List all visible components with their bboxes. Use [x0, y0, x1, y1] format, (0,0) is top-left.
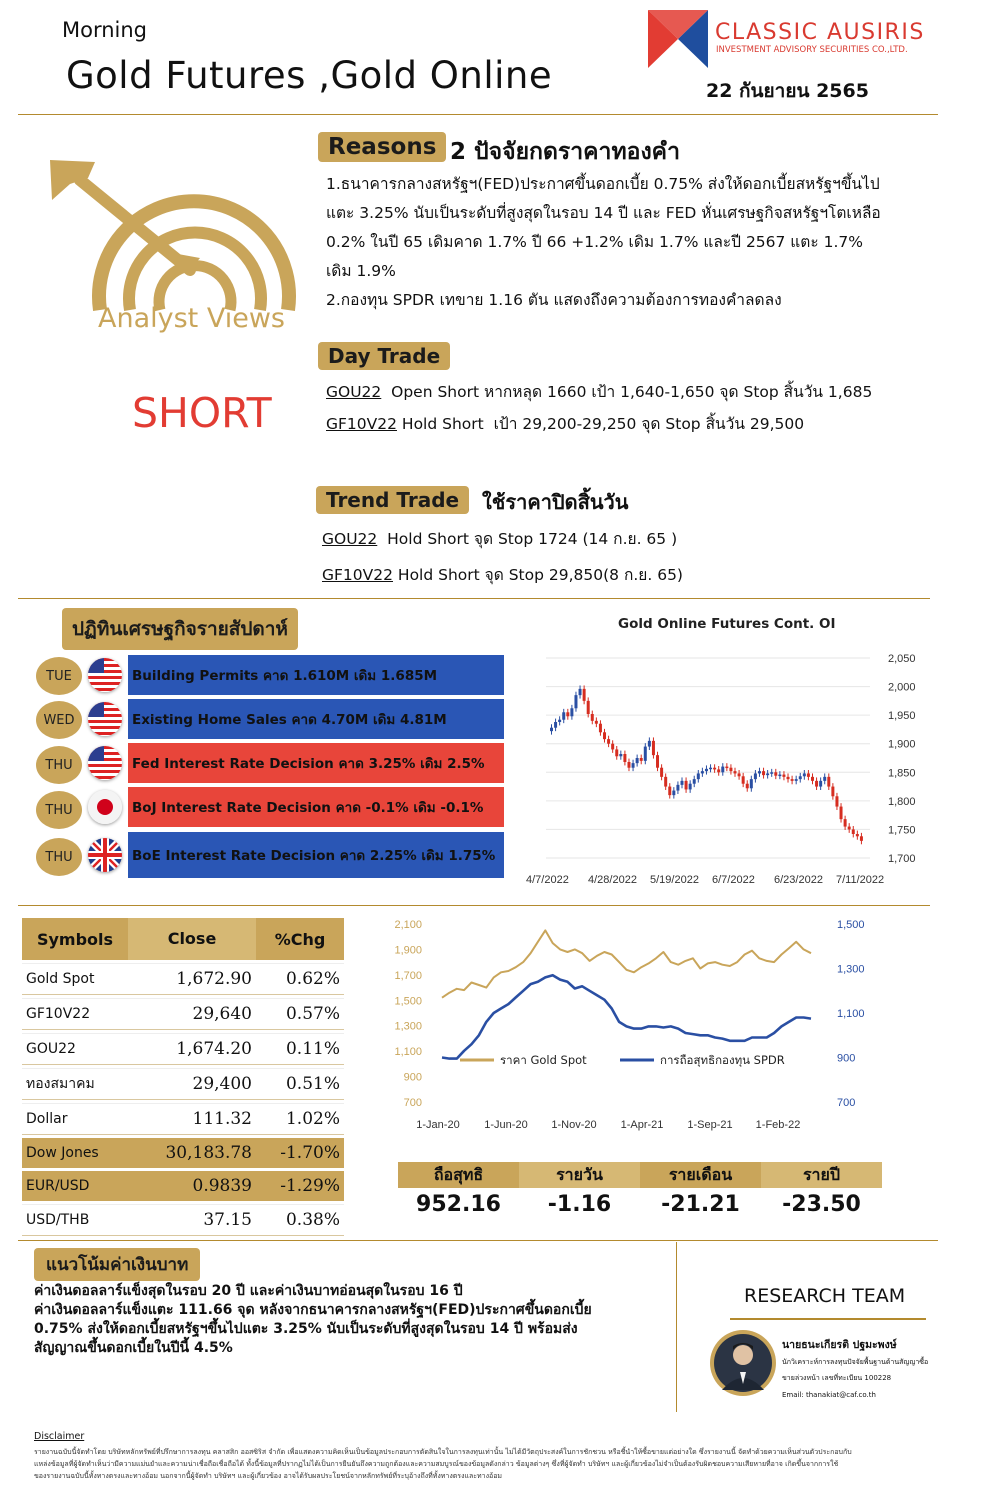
x-tick-label: 1-Jun-20 [484, 1119, 528, 1131]
disclaimer-title: Disclaimer [34, 1431, 85, 1442]
candle-body [693, 779, 696, 784]
close-value: 37.15 [203, 1210, 252, 1230]
candle-body [713, 768, 716, 770]
candle-body [754, 773, 757, 779]
candle-body [774, 772, 777, 775]
y-tick-label: 1,700 [888, 853, 916, 865]
disclaimer-line: ของรายงานฉบับนี้ทั้งทางตรงและทางอ้อม นอกจากนี้ผู้จัดทำ บริษัทฯ และผู้เกี่ยวข้อง อาจได้รับผลประโยชน์จากหลักทรัพย์ที่ระบุอ้างถึงที่ทั้งทางตรงและทางอ้อม [34, 1472, 503, 1480]
header-close: Close [128, 918, 256, 960]
candle-body [689, 784, 692, 790]
trend-trade-item [322, 525, 677, 554]
candle-body [770, 772, 773, 774]
disclaimer-line: รายงานฉบับนี้จัดทำโดย บริษัทหลักทรัพย์ที่ปรึกษาการลงทุน คลาสสิก ออสซิริส จำกัด เพื่อแสดงความคิดเห็นเป็นข้อมูลประกอบการตัดสินใจในการลงทุนเท่านั้น ไม่ได้มีวัตถุประสงค์ในการชักชวน หรือชี้นำให้ซื้อขายแต่อย่างใด ซึ่งรายงานนี้ จัดทำด้วยความเห็นส่วนตัวประกอบกับ [34, 1448, 852, 1456]
header-symbols: Symbols [36, 929, 114, 949]
symbol-name: ทองสมาคม [26, 1076, 95, 1092]
analyst-license: ขายล่วงหน้า เลขที่ทะเบียน 100228 [782, 1374, 892, 1382]
candle-body [815, 781, 818, 787]
spdr-value: -23.50 [782, 1192, 861, 1217]
candle-body [852, 829, 855, 834]
candle-body [758, 771, 761, 773]
candle-body [685, 781, 688, 790]
candle-body [823, 777, 826, 781]
spdr-header-row [398, 1162, 882, 1188]
x-tick-label: 1-Jan-20 [416, 1119, 460, 1131]
symbols-header [22, 918, 344, 960]
us-flag-icon [88, 746, 122, 780]
candle-body [676, 785, 679, 791]
research-underline [730, 1318, 926, 1320]
candle-body [844, 819, 847, 826]
analyst-views-label: Analyst Views [98, 303, 285, 334]
candle-body [803, 773, 806, 776]
reasons-title: 2 ปัจจัยกดราคาทองคำ [450, 139, 680, 165]
candle-body [623, 754, 626, 762]
gold-spdr-line-chart [380, 912, 880, 1137]
candle-body [652, 741, 655, 755]
y-tick-label: 1,900 [888, 738, 916, 751]
x-tick-label: 7/11/2022 [836, 874, 885, 886]
day-badge: THU [36, 791, 82, 829]
event-bar: BoJ Interest Rate Decision คาด -0.1% เดิม -0.1% [128, 787, 504, 827]
candle-body [579, 689, 582, 695]
y-left-tick: 900 [403, 1071, 422, 1084]
candle-body [729, 768, 732, 771]
candle-body [787, 777, 790, 779]
jp-flag-icon [88, 790, 122, 824]
trade-text: Hold Short จุด Stop 1724 (14 ก.ย. 65 ) [377, 530, 678, 548]
candle-body [750, 779, 753, 788]
day-trade-item [326, 378, 872, 407]
gold-spot-line [442, 930, 811, 997]
analyst-name: นายธนะเกียรติ ปฐมะพงษ์ [782, 1339, 897, 1351]
close-value: 111.32 [192, 1109, 252, 1129]
symbol-name: GOU22 [26, 1041, 76, 1057]
x-tick-label: 1-Apr-21 [620, 1119, 664, 1131]
candle-body [840, 807, 843, 820]
symbol-row [22, 1068, 344, 1100]
candle-body [766, 773, 769, 775]
symbol-name: Gold Spot [26, 971, 95, 987]
event-bar: Fed Interest Rate Decision คาด 3.25% เดิม 2.5% [128, 743, 504, 783]
y-right-tick: 700 [837, 1097, 856, 1109]
y-right-tick: 1,100 [837, 1008, 865, 1020]
candle-body [615, 749, 618, 756]
morning-label: Morning [62, 18, 148, 42]
candle-body [668, 787, 671, 796]
candle-body [660, 768, 663, 777]
candle-body [611, 744, 614, 750]
symbol-row [22, 998, 344, 1030]
candle-body [721, 767, 724, 773]
symbol-row [22, 1103, 344, 1135]
disclaimer-body [34, 1446, 974, 1482]
candle-body [734, 771, 737, 773]
day-trade-item [326, 410, 804, 439]
candle-body [680, 781, 683, 785]
chg-value: 0.11% [285, 1039, 340, 1059]
analyst-role: นักวิเคราะห์การลงทุนปัจจัยพื้นฐานด้านสัญญาซื้อ [782, 1358, 929, 1366]
y-tick-label: 1,750 [888, 824, 916, 837]
brand-subtitle: INVESTMENT ADVISORY SECURITIES CO.,LTD. [716, 45, 908, 55]
legend-label: การถือสุทธิกองทุน SPDR [660, 1053, 785, 1067]
spdr-holdings-line [442, 975, 811, 1058]
x-tick-label: 4/7/2022 [526, 874, 569, 886]
symbol-row [22, 963, 344, 995]
y-left-tick: 2,100 [394, 919, 422, 931]
chart-title: Gold Online Futures Cont. OI [618, 616, 836, 632]
spdr-value: 952.16 [416, 1192, 501, 1217]
candle-body [640, 758, 643, 761]
candle-body [656, 755, 659, 768]
close-value: 1,674.20 [176, 1039, 252, 1059]
candle-body [717, 769, 720, 772]
x-tick-label: 1-Feb-22 [755, 1119, 801, 1131]
candle-body [595, 721, 598, 724]
symbol-name: EUR/USD [26, 1178, 90, 1194]
candle-body [701, 771, 704, 773]
symbol-link[interactable]: GOU22 [326, 383, 382, 401]
symbol-row [22, 1033, 344, 1065]
candle-body [648, 741, 651, 747]
y-left-tick: 1,700 [394, 969, 422, 982]
us-flag-icon [88, 658, 122, 692]
baht-line: สัญญาณขึ้นดอกเบี้ยในปีนี้ 4.5% [34, 1340, 233, 1356]
symbol-name: Dow Jones [26, 1145, 99, 1161]
candle-body [831, 787, 834, 797]
symbol-link[interactable]: GF10V22 [322, 566, 393, 584]
baht-line: 0.75% ส่งให้ดอกเบี้ยสหรัฐฯขึ้นไปแตะ 3.25% นับเป็นระดับที่สูงสุดในรอบ 14 ปี พร้อมส่ง [34, 1321, 578, 1337]
calendar-title: ปฏิทินเศรษฐกิจรายสัปดาห์ [62, 608, 298, 650]
spdr-header: รายปี [761, 1162, 882, 1188]
candle-body [562, 712, 565, 719]
candle-body [856, 834, 859, 836]
x-tick-label: 1-Sep-21 [687, 1119, 733, 1131]
candle-body [725, 767, 728, 769]
candle-body [709, 768, 712, 770]
symbol-row [22, 1204, 344, 1236]
page-title: Gold Futures ,Gold Online [66, 54, 553, 97]
candle-body [746, 784, 749, 789]
spdr-header: ถือสุทธิ [433, 1165, 484, 1184]
y-tick-label: 2,050 [888, 653, 916, 665]
candle-body [558, 720, 561, 722]
candle-body [762, 771, 765, 775]
symbol-row [22, 1171, 344, 1201]
analyst-email: Email: thanakiat@caf.co.th [782, 1391, 876, 1399]
close-value: 30,183.78 [165, 1143, 252, 1163]
trade-text: Open Short หากหลุด 1660 เป้า 1,640-1,650 จุด Stop สิ้นวัน 1,685 [381, 383, 873, 401]
chg-value: 0.62% [285, 969, 340, 989]
y-left-tick: 1,100 [394, 1046, 422, 1059]
reasons-tag: Reasons [318, 132, 446, 162]
reason-line: 0.2% ในปี 65 เดิมคาด 1.7% ปี 66 +1.2% เดิม 1.7% และปี 2567 แตะ 1.7% [326, 233, 863, 251]
y-tick-label: 1,800 [888, 795, 916, 808]
trend-trade-tag: Trend Trade [316, 486, 469, 514]
candle-body [603, 732, 606, 739]
symbol-name: GF10V22 [26, 1006, 91, 1022]
y-tick-label: 1,950 [888, 710, 916, 723]
y-left-tick: 1,900 [394, 944, 422, 957]
spdr-header: รายเดือน [668, 1165, 733, 1184]
candle-body [550, 728, 553, 731]
candle-body [644, 747, 647, 761]
symbols-rows [22, 963, 344, 1236]
candle-body [819, 781, 822, 787]
y-right-tick: 900 [837, 1052, 856, 1065]
candle-body [607, 739, 610, 744]
y-left-tick: 1,500 [394, 995, 422, 1008]
candle-body [697, 773, 700, 779]
chg-value: 1.02% [285, 1109, 340, 1129]
x-tick-label: 6/23/2022 [774, 874, 823, 886]
y-tick-label: 2,000 [888, 681, 916, 694]
chg-value: 0.38% [285, 1210, 340, 1230]
y-right-tick: 1,300 [837, 963, 865, 976]
day-badge: TUE [36, 657, 82, 695]
section-divider [676, 1242, 677, 1412]
baht-line: ค่าเงินดอลลาร์แข็งสุดในรอบ 20 ปี และค่าเงินบาทอ่อนสุดในรอบ 16 ปี [34, 1283, 463, 1299]
close-value: 1,672.90 [176, 969, 252, 989]
reason-line: เดิม 1.9% [326, 262, 396, 280]
candle-body [848, 827, 851, 830]
oi-candlestick-chart [520, 640, 920, 890]
candle-body [807, 773, 810, 776]
symbol-link[interactable]: GF10V22 [326, 415, 397, 433]
symbol-row [22, 1138, 344, 1168]
y-tick-label: 1,850 [888, 767, 916, 780]
spdr-value: -1.16 [547, 1192, 612, 1217]
candle-body [795, 779, 798, 781]
close-value: 29,640 [192, 1004, 252, 1024]
candle-body [742, 776, 745, 783]
reason-line: 1.ธนาคารกลางสหรัฐฯ(FED)ประกาศขึ้นดอกเบี้ย 0.75% ส่งให้ดอกเบี้ยสหรัฐฯขึ้นไป [326, 175, 880, 193]
candle-body [619, 754, 622, 756]
y-right-tick: 1,500 [837, 919, 865, 931]
day-badge: WED [36, 701, 82, 739]
candle-body [587, 701, 590, 714]
y-left-tick: 1,300 [394, 1020, 422, 1033]
symbol-link[interactable]: GOU22 [322, 530, 378, 548]
chg-value: 0.51% [285, 1074, 340, 1094]
candle-body [636, 758, 639, 763]
reason-line: 2.กองทุน SPDR เทขาย 1.16 ตัน แสดงถึงความต้องการทองคำลดลง [326, 291, 782, 309]
chg-value: -1.29% [280, 1176, 340, 1196]
candle-body [583, 689, 586, 701]
avatar [708, 1328, 778, 1398]
candle-body [574, 695, 577, 708]
candle-body [738, 773, 741, 776]
trend-trade-subtitle: ใช้ราคาปิดสิ้นวัน [482, 490, 629, 514]
candle-body [632, 763, 635, 768]
candle-body [570, 708, 573, 716]
candle-body [778, 775, 781, 777]
us-flag-icon [88, 702, 122, 736]
x-tick-label: 1-Nov-20 [551, 1119, 597, 1131]
candle-body [672, 791, 675, 796]
candle-body [591, 714, 594, 721]
header-chg: %Chg [274, 929, 326, 949]
y-left-tick: 700 [403, 1097, 422, 1109]
reasons-body [326, 170, 966, 315]
research-title: RESEARCH TEAM [744, 1285, 906, 1307]
spdr-header: รายวัน [519, 1162, 640, 1188]
reason-line: แตะ 3.25% นับเป็นระดับที่สูงสุดในรอบ 14 ปี และ FED หั่นเศรษฐกิจสหรัฐฯโตเหลือ [326, 204, 881, 222]
signal-short: SHORT [132, 389, 272, 437]
day-badge: THU [36, 838, 82, 876]
symbol-name: Dollar [26, 1111, 68, 1127]
trend-trade-item [322, 561, 683, 590]
candle-body [860, 836, 863, 841]
spdr-value: -21.21 [661, 1192, 740, 1217]
legend-label: ราคา Gold Spot [500, 1053, 587, 1067]
report-date: 22 กันยายน 2565 [706, 80, 869, 102]
chg-value: -1.70% [280, 1143, 340, 1163]
candle-body [799, 776, 802, 779]
candle-body [835, 796, 838, 806]
uk-flag-icon [88, 838, 122, 872]
candle-body [599, 724, 602, 733]
event-bar: Existing Home Sales คาด 4.70M เดิม 4.81M [128, 699, 504, 739]
day-trade-tag: Day Trade [318, 342, 450, 370]
x-tick-label: 4/28/2022 [588, 874, 637, 886]
x-tick-label: 6/7/2022 [712, 874, 755, 886]
spdr-holdings-table [398, 1162, 882, 1222]
candle-body [782, 775, 785, 777]
candle-body [791, 779, 794, 781]
chg-value: 0.57% [285, 1004, 340, 1024]
candle-body [566, 712, 569, 716]
candle-body [705, 769, 708, 771]
day-badge: THU [36, 746, 82, 784]
candle-body [554, 722, 557, 728]
baht-tag: แนวโน้มค่าเงินบาท [34, 1248, 200, 1281]
baht-body [34, 1282, 674, 1358]
candle-body [827, 777, 830, 787]
event-bar: Building Permits คาด 1.610M เดิม 1.685M [128, 655, 504, 695]
baht-line: ค่าเงินดอลลาร์แข็งแตะ 111.66 จุด หลังจากธนาคารกลางสหรัฐฯ(FED)ประกาศขึ้นดอกเบี้ย [34, 1302, 592, 1318]
spdr-value-row [398, 1188, 882, 1222]
close-value: 29,400 [192, 1074, 252, 1094]
disclaimer-line: แหล่งข้อมูลที่ผู้จัดทำเห็นว่ามีความแม่นยำและความน่าเชื่อถือเชื่อถือได้ ทั้งนี้ข้อมูลที่ปรากฏไม่ได้เป็นการยืนยันถึงความถูกต้องและความสมบูรณ์ของข้อมูลดังกล่าว ข้อมูลต่างๆ ซึ่งที่ผู้จัดทำ บริษัทฯ และผู้เกี่ยวข้องไม่จำเป็นต้องรับผิดชอบความเสียหายที่อาจ เกิดขึ้นจากการใช้ [34, 1460, 839, 1468]
trade-text: Hold Short จุด Stop 29,850(8 ก.ย. 65) [392, 566, 683, 584]
symbol-name: USD/THB [26, 1212, 90, 1228]
candle-body [627, 762, 630, 768]
trade-text: Hold Short เป้า 29,200-29,250 จุด Stop สิ้นวัน 29,500 [396, 415, 805, 433]
brand-name: CLASSIC AUSIRIS [715, 20, 925, 45]
brand-logo-icon [648, 10, 708, 68]
event-bar: BoE Interest Rate Decision คาด 2.25% เดิม 1.75% [128, 832, 504, 878]
candle-body [664, 777, 667, 787]
close-value: 0.9839 [192, 1176, 252, 1196]
symbols-table [22, 918, 344, 1236]
x-tick-label: 5/19/2022 [650, 874, 699, 886]
candle-body [811, 777, 814, 781]
